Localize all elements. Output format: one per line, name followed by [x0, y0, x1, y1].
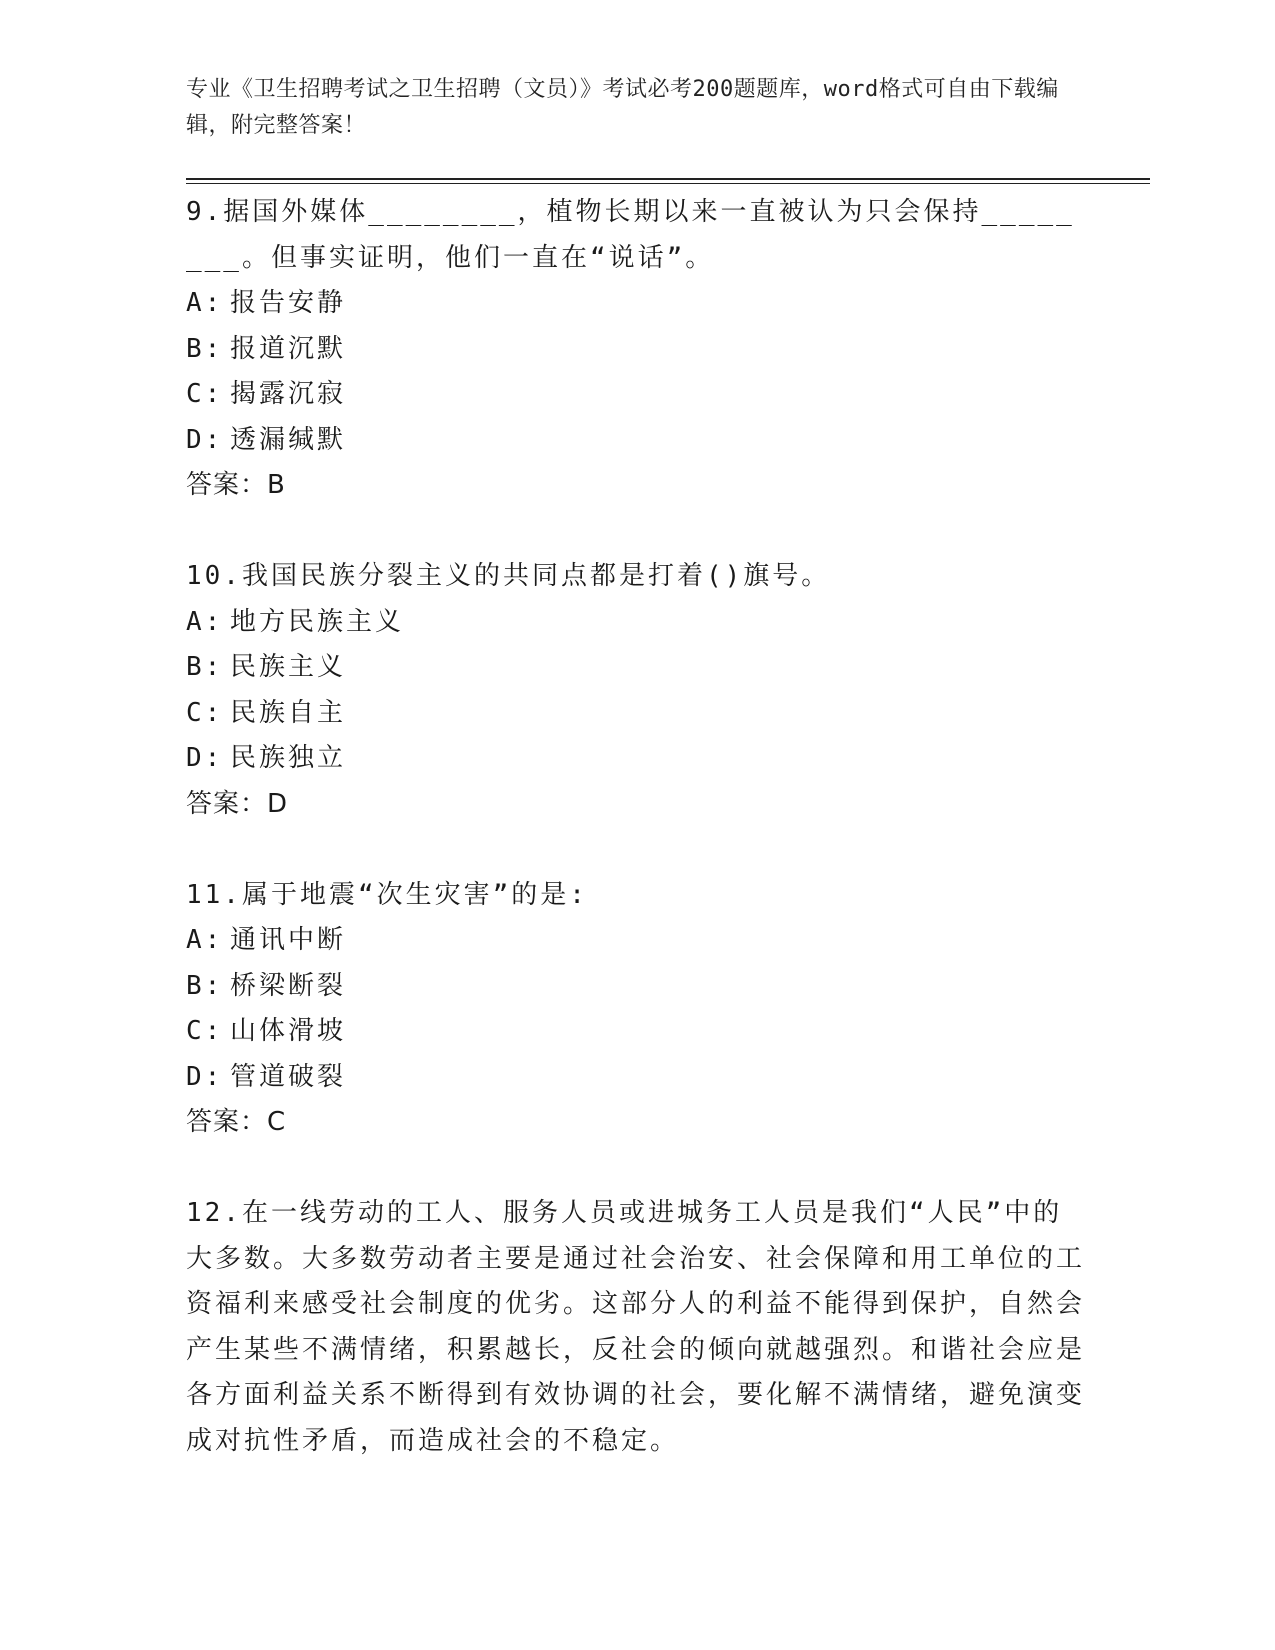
option-text: 山体滑坡 — [230, 1016, 347, 1046]
question-stem: 10.我国民族分裂主义的共同点都是打着()旗号。 — [186, 561, 831, 591]
option-b — [186, 964, 1086, 1010]
question-stem: 11.属于地震“次生灾害”的是: — [186, 879, 588, 910]
option-key: A: — [186, 288, 224, 318]
option-d — [186, 418, 1086, 464]
option-key: C: — [186, 697, 224, 728]
answer-line: 答案：D — [186, 788, 289, 819]
question-list — [186, 190, 1086, 1510]
option-key: D: — [186, 424, 224, 455]
question-stem: 9.据国外媒体________，植物长期以来一直被认为只会保持________。但事实证明，他们一直在“说话”。 — [186, 197, 1075, 273]
option-text: 民族自主 — [230, 697, 347, 728]
option-text: 地方民族主义 — [230, 606, 405, 637]
answer-line: 答案：B — [186, 470, 286, 500]
option-key: A: — [186, 606, 224, 637]
question-item — [186, 190, 1086, 509]
question-item — [186, 554, 1086, 827]
option-c — [186, 372, 1086, 418]
option-b — [186, 327, 1086, 373]
option-key: C: — [186, 379, 224, 409]
answer-line: 答案：C — [186, 1107, 287, 1137]
document-header: 专业《卫生招聘考试之卫生招聘（文员）》考试必考200题题库，word格式可自由下载编辑，附完整答案！ — [186, 77, 1059, 138]
option-key: B: — [186, 970, 224, 1001]
option-text: 揭露沉寂 — [230, 379, 347, 409]
option-key: B: — [186, 333, 224, 364]
option-text: 通讯中断 — [230, 925, 347, 955]
option-text: 桥梁断裂 — [230, 970, 347, 1001]
option-a — [186, 281, 1086, 327]
option-key: B: — [186, 652, 224, 682]
option-a — [186, 918, 1086, 964]
option-text: 民族独立 — [230, 743, 347, 773]
option-d — [186, 736, 1086, 782]
question-item — [186, 873, 1086, 1146]
option-a — [186, 600, 1086, 646]
question-item — [186, 1191, 1086, 1464]
option-key: D: — [186, 743, 224, 773]
option-text: 管道破裂 — [230, 1061, 347, 1092]
option-c — [186, 691, 1086, 737]
option-text: 报道沉默 — [230, 333, 347, 364]
header-rule-thin — [186, 183, 1150, 184]
option-key: D: — [186, 1061, 224, 1092]
option-c — [186, 1009, 1086, 1055]
option-text: 民族主义 — [230, 652, 347, 682]
question-stem: 12.在一线劳动的工人、服务人员或进城务工人员是我们“人民”中的大多数。大多数劳动者主要是通过社会治安、社会保障和用工单位的工资福利来感受社会制度的优劣。这部分人的利益不能得到保护，自然会产生某些不满情绪，积累越长，反社会的倾向就越强烈。和谐社会应是各方面利益关系不断得到有效协调的社会，要化解不满情绪，避免演变成对抗性矛盾，而造成社会的不稳定。 — [186, 1198, 1086, 1456]
option-text: 报告安静 — [230, 288, 347, 318]
option-key: A: — [186, 925, 224, 955]
header-rule-thick — [186, 178, 1150, 180]
option-text: 透漏缄默 — [230, 424, 347, 455]
option-key: C: — [186, 1016, 224, 1046]
option-b — [186, 645, 1086, 691]
option-d — [186, 1055, 1086, 1101]
